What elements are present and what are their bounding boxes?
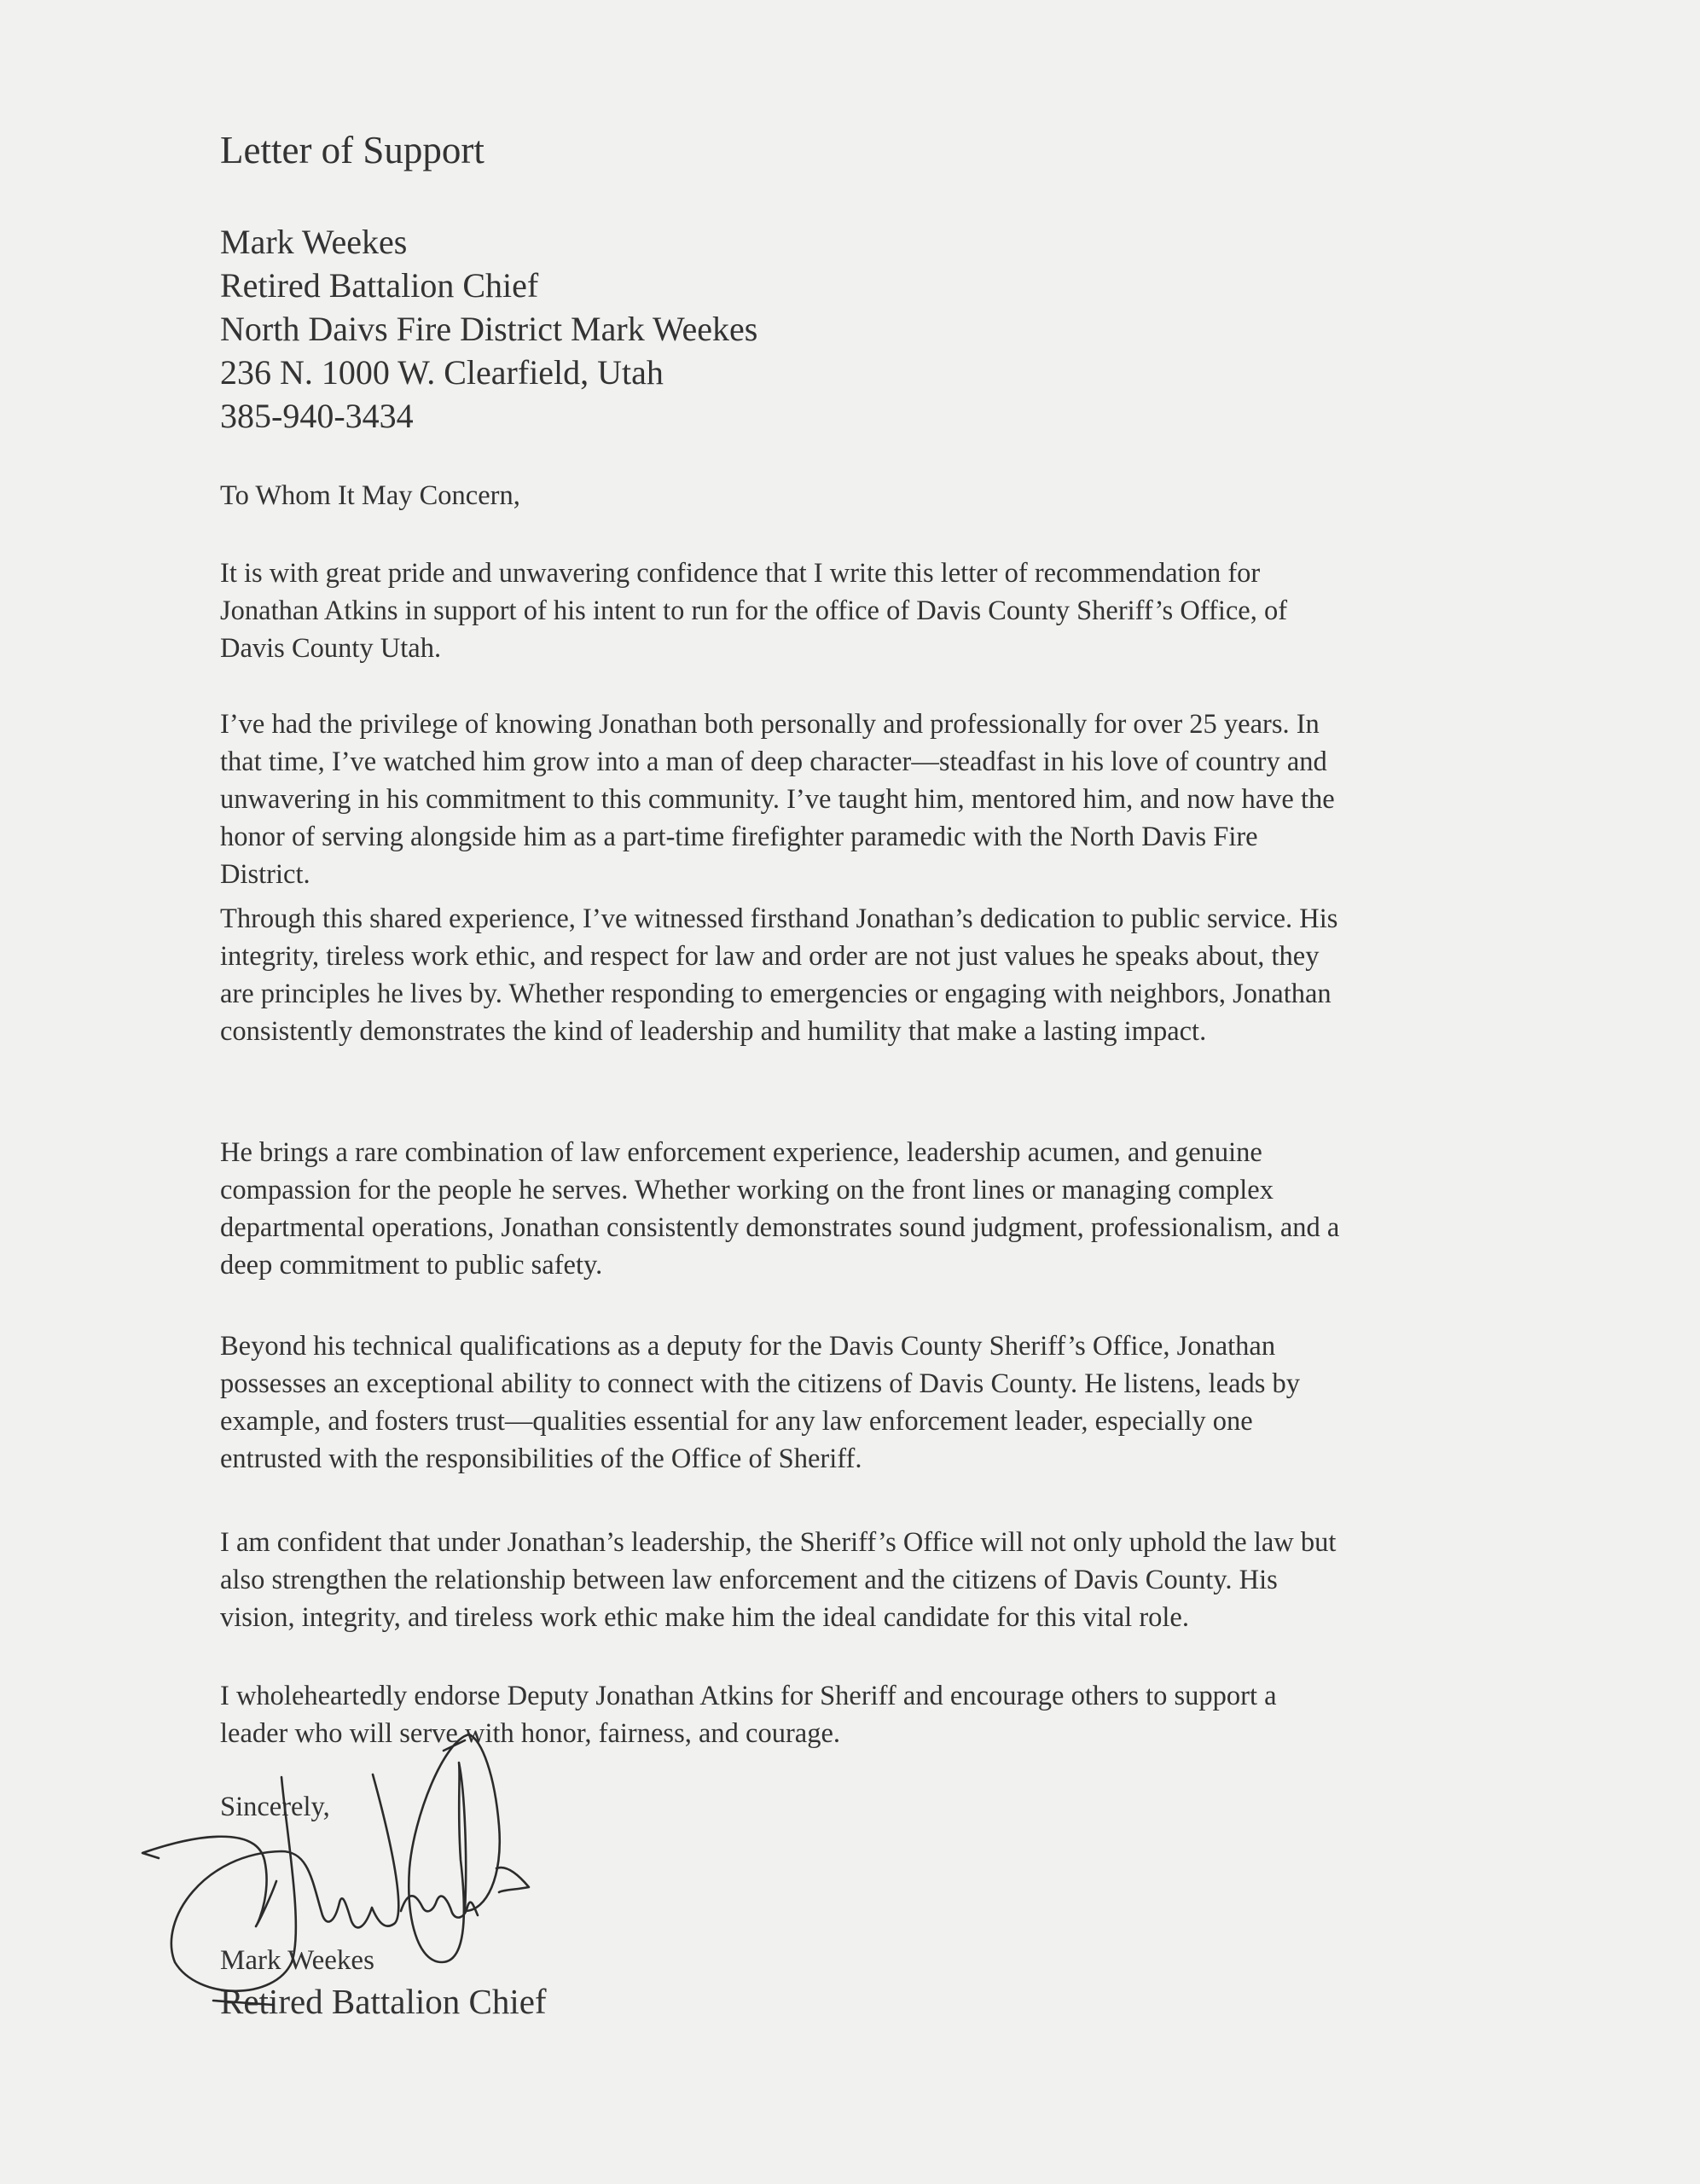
paragraph-line: possesses an exceptional ability to connect with the citizens of Davis County. He listens, leads by xyxy=(220,1368,1301,1399)
body-paragraph xyxy=(220,706,1335,893)
signatory-name: Mark Weekes xyxy=(220,1945,374,1976)
signatory-title: Retired Battalion Chief xyxy=(220,1982,547,2021)
paragraph-line: consistently demonstrates the kind of leadership and humility that make a lasting impact. xyxy=(220,1016,1207,1047)
paragraph-line: It is with great pride and unwavering confidence that I write this letter of recommendation for xyxy=(220,558,1261,589)
sender-organization: North Daivs Fire District Mark Weekes xyxy=(220,310,758,348)
sender-name: Mark Weekes xyxy=(220,223,408,261)
paragraph-line: that time, I’ve watched him grow into a man of deep character—steadfast in his love of country and xyxy=(220,746,1327,777)
paragraph-line: District. xyxy=(220,859,310,890)
paragraph-line: departmental operations, Jonathan consistently demonstrates sound judgment, professionalism, and a xyxy=(220,1212,1340,1243)
paragraph-line: integrity, tireless work ethic, and respect for law and order are not just values he speaks about, they xyxy=(220,941,1320,972)
paragraph-line: I am confident that under Jonathan’s leadership, the Sheriff’s Office will not only uphold the law but xyxy=(220,1527,1337,1558)
salutation: To Whom It May Concern, xyxy=(220,480,520,511)
paragraph-line: entrusted with the responsibilities of the Office of Sheriff. xyxy=(220,1443,862,1474)
paragraph-line: deep commitment to public safety. xyxy=(220,1250,603,1281)
paragraph-line: Davis County Utah. xyxy=(220,633,442,664)
paragraph-line: unwavering in his commitment to this community. I’ve taught him, mentored him, and now have the xyxy=(220,784,1335,815)
closing: Sincerely, xyxy=(220,1792,330,1822)
letter-title: Letter of Support xyxy=(220,129,484,171)
paragraph-line: Jonathan Atkins in support of his intent to run for the office of Davis County Sheriff’s Office, of xyxy=(220,595,1288,626)
paragraph-line: I wholeheartedly endorse Deputy Jonathan Atkins for Sheriff and encourage others to support a xyxy=(220,1681,1277,1711)
paragraph-line: also strengthen the relationship between law enforcement and the citizens of Davis County. His xyxy=(220,1565,1278,1595)
paragraph-line: Through this shared experience, I’ve witnessed firsthand Jonathan’s dedication to public service. His xyxy=(220,903,1338,934)
paragraph-line: I’ve had the privilege of knowing Jonathan both personally and professionally for over 25 years. In xyxy=(220,709,1320,740)
body-paragraph xyxy=(220,900,1337,1050)
paragraph-line: vision, integrity, and tireless work ethic make him the ideal candidate for this vital role. xyxy=(220,1602,1189,1633)
sender-block xyxy=(220,220,757,438)
body-paragraph xyxy=(220,1327,1300,1478)
paragraph-line: Beyond his technical qualifications as a deputy for the Davis County Sheriff’s Office, Jonathan xyxy=(220,1331,1276,1362)
body-paragraph xyxy=(220,1677,1277,1752)
paragraph-line: He brings a rare combination of law enforcement experience, leadership acumen, and genuine xyxy=(220,1137,1262,1168)
paragraph-line: compassion for the people he serves. Whether working on the front lines or managing complex xyxy=(220,1175,1274,1205)
sender-title: Retired Battalion Chief xyxy=(220,266,539,305)
sender-phone: 385-940-3434 xyxy=(220,397,414,435)
sender-address: 236 N. 1000 W. Clearfield, Utah xyxy=(220,353,664,392)
body-paragraph xyxy=(220,555,1287,667)
paragraph-line: leader who will serve with honor, fairness, and courage. xyxy=(220,1718,840,1749)
body-paragraph xyxy=(220,1134,1339,1284)
paragraph-line: example, and fosters trust—qualities essential for any law enforcement leader, especially one xyxy=(220,1406,1253,1437)
paragraph-line: honor of serving alongside him as a part-time firefighter paramedic with the North Davis Fire xyxy=(220,822,1258,852)
paragraph-line: are principles he lives by. Whether responding to emergencies or engaging with neighbors, Jonathan xyxy=(220,979,1332,1009)
body-paragraph xyxy=(220,1524,1336,1636)
